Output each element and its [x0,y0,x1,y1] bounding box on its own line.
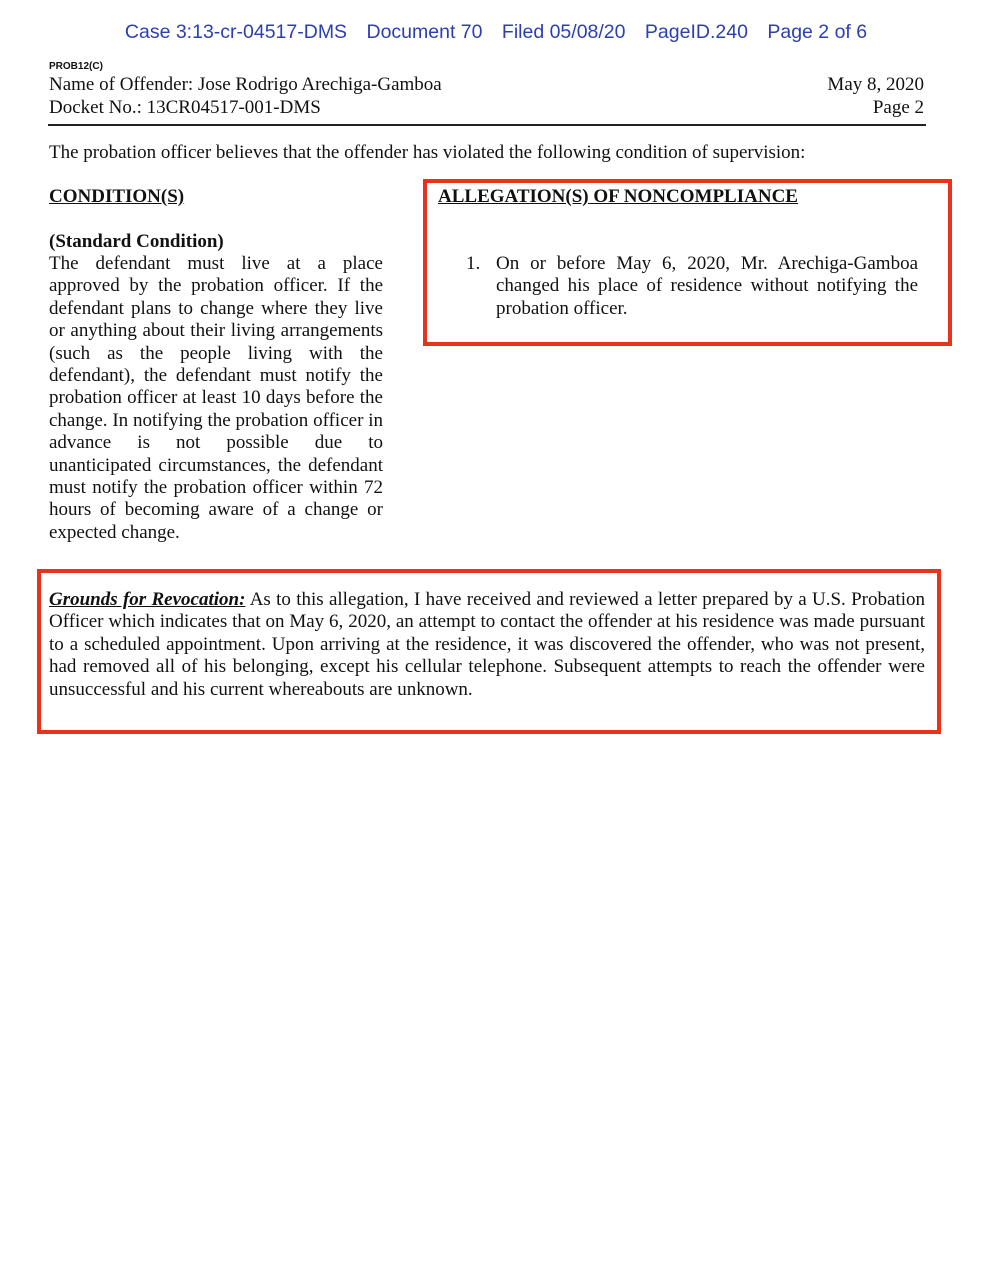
document-number: Document 70 [366,21,483,43]
page-number: Page 2 [872,97,924,118]
offender-name: Name of Offender: Jose Rodrigo Arechiga-Gamboa [49,74,442,95]
filed-date: Filed 05/08/20 [501,21,626,43]
page-id: PageID.240 [644,21,748,43]
grounds-for-revocation [49,589,925,701]
header-divider [48,124,926,126]
condition-text: The defendant must live at a place approved by the probation officer. If the defendant plans to change where they live or anything about their living arrangements (such as the people living with the defendant), the defendant must notify the probation officer at least 10 days before the change. In notifying the probation officer in advance is not possible due to unanticipated circumstances, the defendant must notify the probation officer within 72 hours of becoming aware of a change or expected change. [49,253,383,543]
document-date: May 8, 2020 [827,74,924,95]
intro-statement: The probation officer believes that the offender has violated the following condition of supervision: [49,142,806,163]
form-code: PROB12(C) [49,61,103,72]
court-filing-header [0,21,992,44]
allegation-item [466,253,918,320]
conditions-heading: CONDITION(S) [49,186,185,207]
grounds-text: As to this allegation, I have received and reviewed a letter prepared by a U.S. Probation Officer which indicates that on May 6, 2020, an attempt to contact the offender at his residence was made pursuant to a scheduled appointment. Upon arriving at the residence, it was discovered the offender, who was not present, had removed all of his belonging, except his cellular telephone. Subsequent attempts to reach the offender were unsuccessful and his current whereabouts are unknown. [49,589,925,700]
allegation-number: 1. [466,253,481,274]
case-number: Case 3:13-cr-04517-DMS [124,21,348,43]
docket-number: Docket No.: 13CR04517-001-DMS [49,97,321,118]
page-count: Page 2 of 6 [767,21,868,43]
allegation-text: On or before May 6, 2020, Mr. Arechiga-Gamboa changed his place of residence without notifying the probation officer. [496,253,918,319]
allegations-heading: ALLEGATION(S) OF NONCOMPLIANCE [438,186,798,207]
grounds-label: Grounds for Revocation: [49,589,246,610]
condition-title: (Standard Condition) [49,231,224,252]
